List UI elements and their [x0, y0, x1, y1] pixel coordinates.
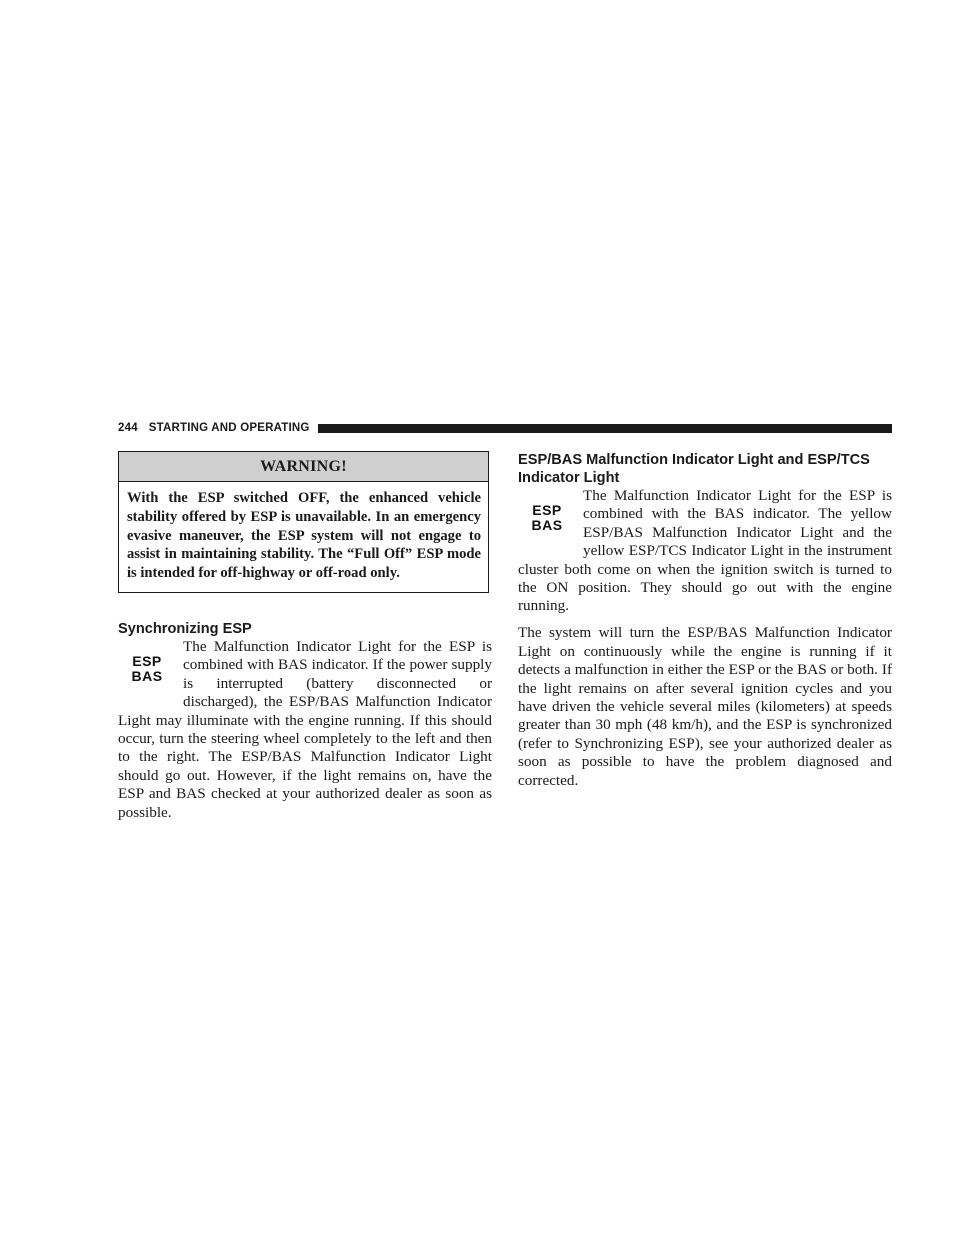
page-header: [118, 419, 892, 437]
icon-label-bas: BAS: [531, 517, 563, 533]
header-rule: [318, 424, 892, 433]
malfunction-indicator-heading: ESP/BAS Malfunction Indicator Light and ESP/TCS Indicator Light: [518, 452, 870, 486]
section-title: STARTING AND OPERATING: [148, 422, 310, 434]
malfunction-paragraph-1: The Malfunction Indicator Light for the ESP is combined with the BAS indicator. The yellow ESP/BAS Malfunction Indicator Light and the yellow ESP/TCS Indicator Light in the instrument cluster both come on when the ignition switch is turned to the ON position. They should go out with the engine running.: [518, 487, 892, 615]
esp-bas-indicator-icon: [518, 487, 576, 549]
left-column: [118, 451, 492, 822]
icon-label-bas: BAS: [131, 667, 163, 684]
synchronizing-esp-heading: Synchronizing ESP: [118, 620, 252, 637]
warning-body: With the ESP switched OFF, the enhanced vehicle stability offered by ESP is unavailable. In an emergency evasive maneuver, the ESP system will not engage to assist in maintaining stability. The “Full Off” ESP mode is intended for off-highway or off-road only.: [127, 490, 481, 582]
icon-label-esp: ESP: [532, 502, 562, 518]
page-number: 244: [118, 422, 138, 434]
esp-bas-indicator-icon: [118, 638, 176, 700]
malfunction-paragraph-2: The system will turn the ESP/BAS Malfunction Indicator Light on continuously while the engine is running if it detects a malfunction in either the ESP or the BAS or both. If the light remains on after several ignition cycles and you have driven the vehicle several miles (kilometers) at speeds greater than 30 mph (48 km/h), and the ESP is synchronized (refer to Synchronizing ESP), see your authorized dealer as soon as possible to have the problem diagnosed and corrected.: [518, 624, 892, 789]
malfunction-indicator-section: [518, 487, 892, 790]
synchronizing-esp-paragraph: The Malfunction Indicator Light for the ESP is combined with BAS indicator. If the power supply is interrupted (battery disconnected or discharged), the ESP/BAS Malfunction Indicator Light may illuminate with the engine running. If this should occur, turn the steering wheel completely to the left and then to the right. The ESP/BAS Malfunction Indicator Light should go out. However, if the light remains on, have the ESP and BAS checked at your authorized dealer as soon as possible.: [118, 637, 492, 821]
synchronizing-esp-section: [118, 638, 492, 822]
warning-box: [118, 451, 489, 593]
warning-title: WARNING!: [119, 452, 488, 482]
icon-label-esp: ESP: [132, 652, 162, 669]
right-column: [518, 451, 892, 790]
